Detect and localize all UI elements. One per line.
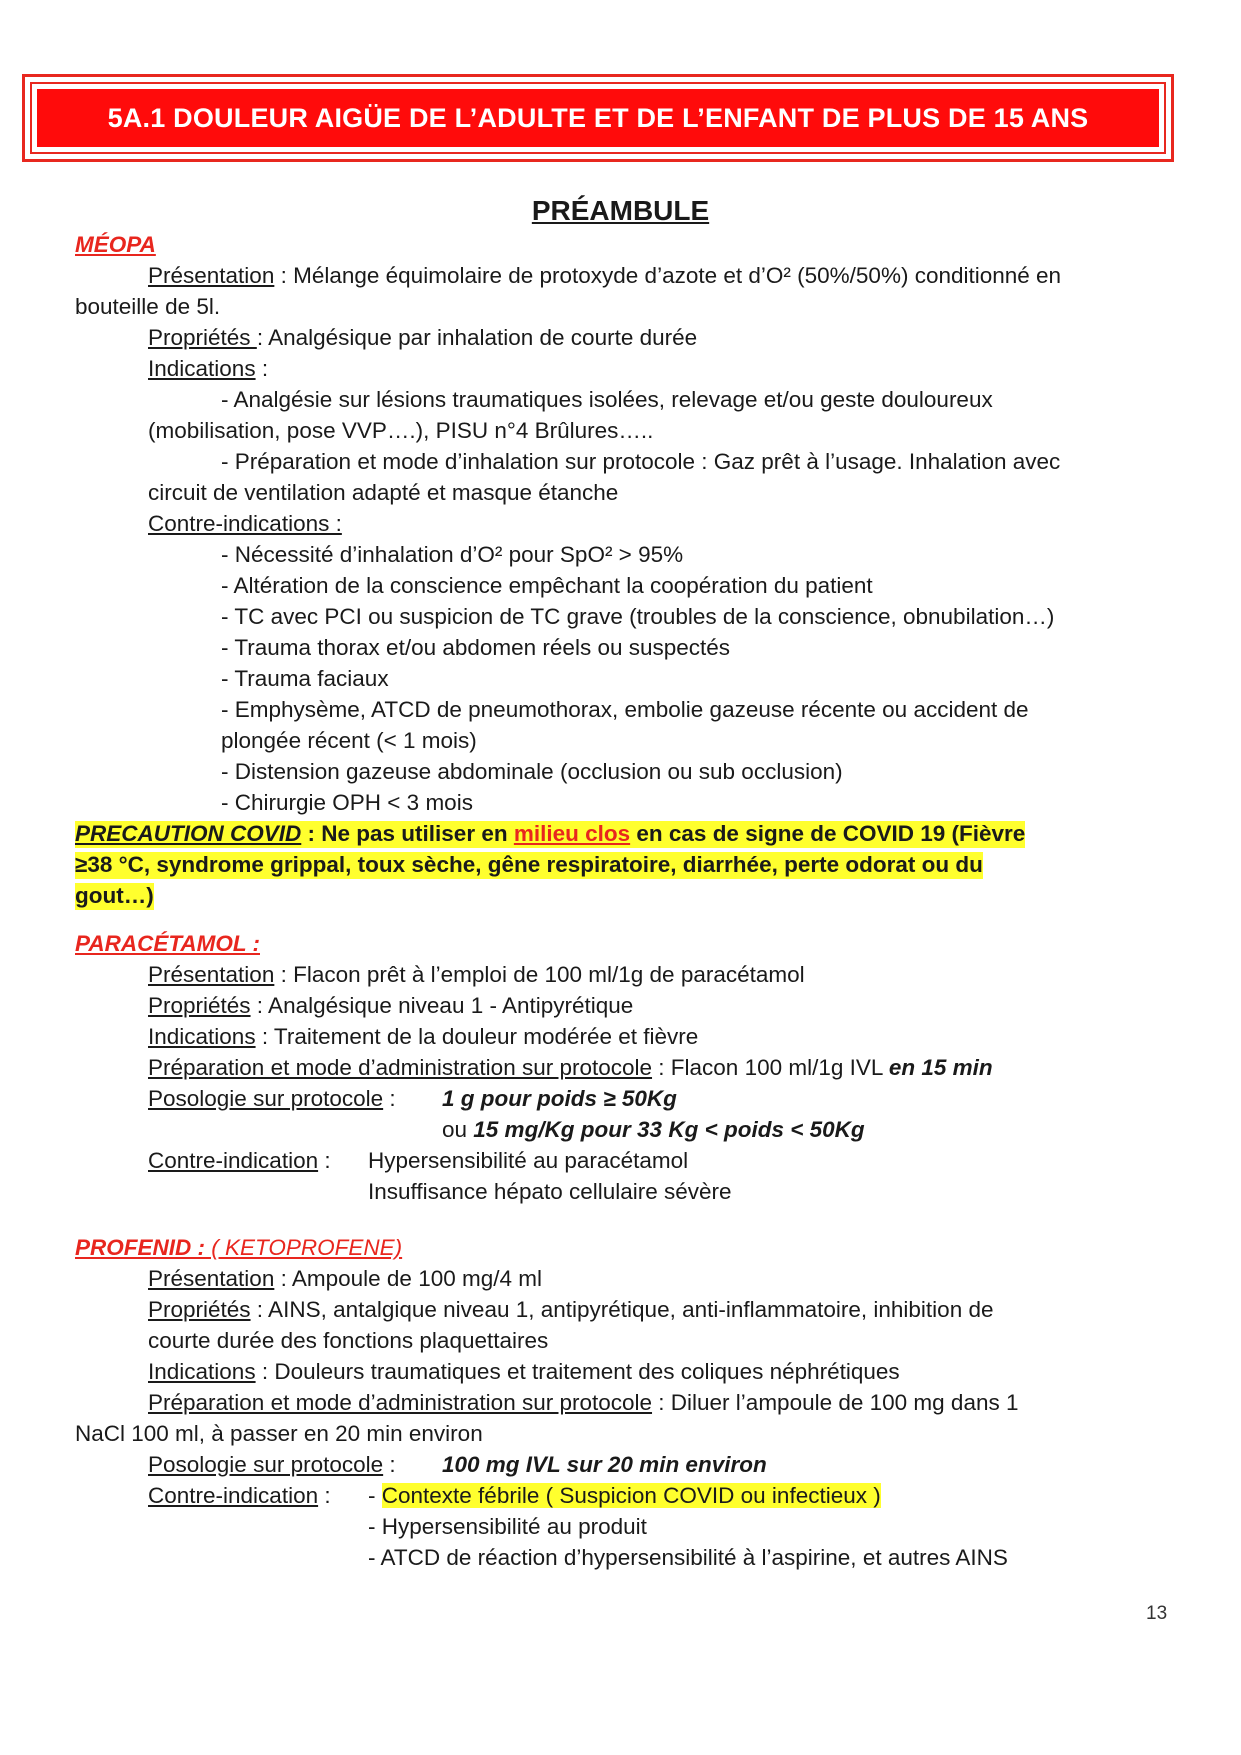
- profenid-prep-text: : Diluer l’ampoule de 100 mg dans 1: [652, 1390, 1019, 1415]
- paracetamol-ci-1: Hypersensibilité au paracétamol: [368, 1148, 689, 1173]
- paracetamol-indications: [148, 1022, 698, 1052]
- meopa-indications-text: :: [255, 356, 269, 381]
- meopa-presentation: [148, 261, 1061, 291]
- profenid-ci-3: - ATCD de réaction d’hypersensibilité à l’aspirine, et autres AINS: [368, 1545, 1008, 1570]
- profenid-poso-colon: :: [383, 1452, 396, 1477]
- profenid-heading-sub: ( KETOPROFENE): [205, 1235, 403, 1260]
- profenid-preparation: [148, 1388, 1019, 1418]
- paracetamol-heading: PARACÉTAMOL :: [75, 931, 260, 956]
- profenid-ci-2: - Hypersensibilité au produit: [368, 1514, 647, 1539]
- meopa-ci-item: - Emphysème, ATCD de pneumothorax, embolie gazeuse récente ou accident de: [221, 697, 1029, 722]
- meopa-indication-1b: (mobilisation, pose VVP….), PISU n°4 Brûlures…..: [148, 418, 654, 443]
- meopa-indication-1a: - Analgésie sur lésions traumatiques isolées, relevage et/ou geste douloureux: [221, 387, 993, 412]
- meopa-ci-label: Contre-indications :: [148, 511, 342, 536]
- paracetamol-presentation-text: : Flacon prêt à l’emploi de 100 ml/1g de paracétamol: [274, 962, 805, 987]
- profenid-ci-colon: :: [318, 1483, 331, 1508]
- paracetamol-proprietes-text: : Analgésique niveau 1 - Antipyrétique: [250, 993, 634, 1018]
- covid-warning-line-3: [75, 881, 154, 911]
- paracetamol-presentation-label: Présentation: [148, 962, 275, 987]
- meopa-heading: MÉOPA: [75, 232, 156, 257]
- profenid-poso-text: 100 mg IVL sur 20 min environ: [442, 1452, 767, 1477]
- meopa-ci-item: - Nécessité d’inhalation d’O² pour SpO² > 95%: [221, 542, 684, 567]
- meopa-proprietes: [148, 323, 697, 353]
- profenid-indications-label: Indications: [148, 1359, 256, 1384]
- paracetamol-ci-colon: :: [318, 1148, 331, 1173]
- paracetamol-poso-ou: ou: [442, 1117, 474, 1142]
- page-number: 13: [1146, 1603, 1168, 1624]
- meopa-indication-2a: - Préparation et mode d’inhalation sur protocole : Gaz prêt à l’usage. Inhalation avec: [221, 449, 1061, 474]
- paracetamol-prep-label: Préparation et mode d’administration sur protocole: [148, 1055, 653, 1080]
- profenid-heading-main: PROFENID :: [75, 1235, 206, 1260]
- page-title: PRÉAMBULE: [531, 195, 710, 226]
- meopa-ci-item: - TC avec PCI ou suspicion de TC grave (troubles de la conscience, obnubilation…): [221, 604, 1055, 629]
- paracetamol-indications-label: Indications: [148, 1024, 256, 1049]
- profenid-presentation-label: Présentation: [148, 1266, 275, 1291]
- profenid-posologie: [148, 1450, 396, 1480]
- meopa-proprietes-label: Propriétés: [148, 325, 257, 350]
- meopa-indications: [148, 354, 268, 384]
- paracetamol-ci-2: Insuffisance hépato cellulaire sévère: [368, 1179, 732, 1204]
- profenid-ci-1-text: Contexte fébrile ( Suspicion COVID ou infectieux ): [381, 1483, 881, 1508]
- covid-text-3: ≥38 °C, syndrome grippal, toux sèche, gêne respiratoire, diarrhée, perte odorat ou du: [75, 852, 983, 877]
- covid-text-1: : Ne pas utiliser en: [301, 821, 514, 846]
- profenid-presentation-text: : Ampoule de 100 mg/4 ml: [274, 1266, 542, 1291]
- meopa-ci-item: - Altération de la conscience empêchant la coopération du patient: [221, 573, 873, 598]
- paracetamol-ci-label: Contre-indication: [148, 1148, 319, 1173]
- profenid-prep-label: Préparation et mode d’administration sur protocole: [148, 1390, 653, 1415]
- paracetamol-posologie: [148, 1084, 396, 1114]
- covid-red-text: milieu clos: [513, 821, 631, 846]
- meopa-presentation-text: : Mélange équimolaire de protoxyde d’azote et d’O² (50%/50%) conditionné en: [274, 263, 1062, 288]
- profenid-proprietes-text: : AINS, antalgique niveau 1, antipyrétique, anti-inflammatoire, inhibition de: [250, 1297, 994, 1322]
- paracetamol-ci: [148, 1146, 331, 1176]
- paracetamol-prep-duration: en 15 min: [888, 1055, 993, 1080]
- meopa-ci-item: - Chirurgie OPH < 3 mois: [221, 790, 473, 815]
- meopa-ci-item: - Distension gazeuse abdominale (occlusion ou sub occlusion): [221, 759, 843, 784]
- profenid-proprietes-cont: courte durée des fonctions plaquettaires: [148, 1328, 549, 1353]
- covid-label: PRECAUTION COVID: [75, 821, 302, 846]
- covid-text-4: gout…): [75, 883, 154, 908]
- meopa-presentation-label: Présentation: [148, 263, 275, 288]
- paracetamol-poso-colon: :: [383, 1086, 396, 1111]
- covid-warning-line-2: [75, 850, 983, 880]
- paracetamol-proprietes-label: Propriétés: [148, 993, 251, 1018]
- profenid-presentation: [148, 1264, 542, 1294]
- profenid-poso-label: Posologie sur protocole: [148, 1452, 384, 1477]
- banner-title: 5A.1 DOULEUR AIGÜE DE L’ADULTE ET DE L’ENFANT DE PLUS DE 15 ANS: [107, 102, 1089, 133]
- paracetamol-preparation: [148, 1053, 993, 1083]
- profenid-ci-label: Contre-indication: [148, 1483, 319, 1508]
- paracetamol-presentation: [148, 960, 805, 990]
- covid-text-2: en cas de signe de COVID 19 (Fièvre: [630, 821, 1026, 846]
- profenid-indications-text: : Douleurs traumatiques et traitement des coliques néphrétiques: [255, 1359, 900, 1384]
- meopa-ci-item: - Trauma faciaux: [221, 666, 389, 691]
- profenid-ci: [148, 1481, 331, 1511]
- paracetamol-poso-label: Posologie sur protocole: [148, 1086, 384, 1111]
- profenid-proprietes-label: Propriétés: [148, 1297, 251, 1322]
- profenid-heading: [75, 1233, 402, 1263]
- covid-warning-line-1: [75, 819, 1025, 849]
- paracetamol-poso-2-text: 15 mg/Kg pour 33 Kg < poids < 50Kg: [473, 1117, 865, 1142]
- meopa-proprietes-text: : Analgésique par inhalation de courte durée: [256, 325, 698, 350]
- profenid-preparation-cont: NaCl 100 ml, à passer en 20 min environ: [75, 1421, 483, 1446]
- profenid-indications: [148, 1357, 900, 1387]
- meopa-ci-item: - Trauma thorax et/ou abdomen réels ou suspectés: [221, 635, 731, 660]
- meopa-presentation-cont: bouteille de 5l.: [75, 294, 221, 319]
- profenid-ci-1-dash: -: [368, 1483, 382, 1508]
- profenid-ci-1: [368, 1481, 881, 1511]
- meopa-indication-2b: circuit de ventilation adapté et masque étanche: [148, 480, 619, 505]
- paracetamol-poso-2: [442, 1115, 865, 1145]
- paracetamol-poso-1: 1 g pour poids ≥ 50Kg: [442, 1086, 677, 1111]
- meopa-indications-label: Indications: [148, 356, 256, 381]
- title-banner: [22, 74, 1174, 162]
- paracetamol-proprietes: [148, 991, 633, 1021]
- paracetamol-indications-text: : Traitement de la douleur modérée et fièvre: [255, 1024, 699, 1049]
- meopa-ci-item: plongée récent (< 1 mois): [221, 728, 477, 753]
- profenid-proprietes: [148, 1295, 994, 1325]
- paracetamol-prep-text: : Flacon 100 ml/1g IVL: [652, 1055, 889, 1080]
